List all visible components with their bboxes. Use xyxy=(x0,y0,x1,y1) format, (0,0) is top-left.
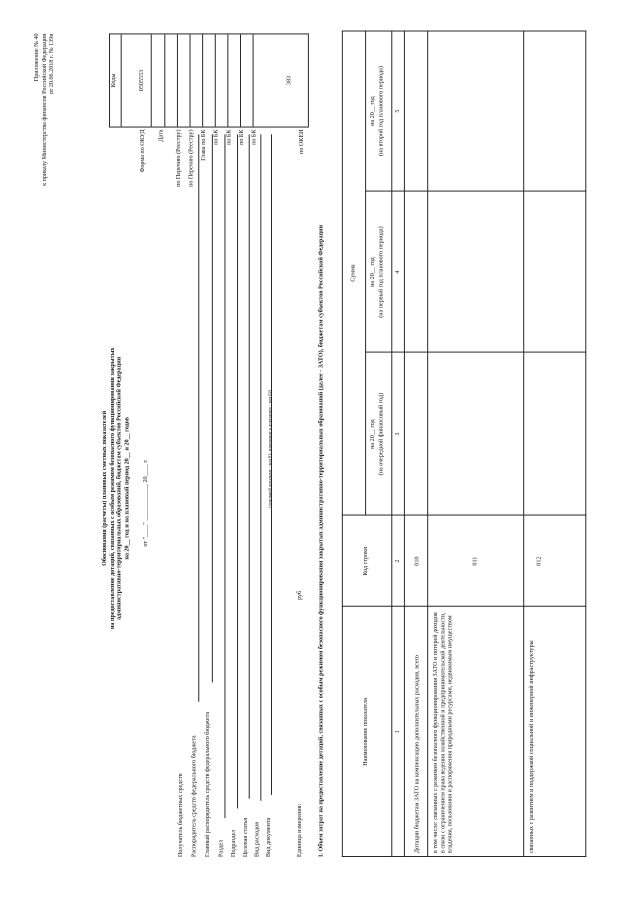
codes-header: Коды xyxy=(110,34,122,126)
document-title xyxy=(101,236,130,740)
col-header-year3: на 20__ год xyxy=(368,96,376,126)
col-header-year3-note: (на второй год планового периода) xyxy=(377,66,385,156)
subsection-label: Подраздел xyxy=(229,829,237,857)
appendix-date: от 20.06.2018 г. № 139н xyxy=(47,33,55,95)
bk-label-2: по БК xyxy=(224,129,232,145)
distributor-label: Распорядитель средств федерального бюджета xyxy=(190,735,197,857)
costs-table xyxy=(341,31,585,857)
section-line[interactable] xyxy=(224,134,225,818)
col-header-year1: на 20__ год xyxy=(368,419,376,449)
col-num-2: 2 xyxy=(393,559,401,563)
col-header-year1-note: (на очередной финансовый год) xyxy=(377,392,385,476)
bk-value-2 xyxy=(214,34,228,126)
expense-type-line[interactable] xyxy=(260,134,261,800)
col-num-3: 3 xyxy=(393,432,401,436)
bk-value-1 xyxy=(202,34,216,126)
target-label: Целевая статья xyxy=(241,817,249,857)
col-num-4: 4 xyxy=(393,270,401,274)
appendix-order: к приказу Министерства финансов Российской Федерации xyxy=(40,33,47,186)
section-title: I. Объем затрат на предоставление дотаций, связанных с особым режимом безопасного функционирования закрытых административно-территориальных образований (далее - ЗАТО), бюджетам субъектов Российской Федерации xyxy=(317,224,324,857)
okei-label: по ОКЕИ xyxy=(297,129,305,154)
codes-column xyxy=(109,33,309,127)
date-label: Дата xyxy=(157,129,164,142)
bk-label-3: по БК xyxy=(237,129,245,145)
document-date: от "____" ____________ 20____ г. xyxy=(141,459,149,547)
row-011-text: в том числе: связанных с режимом безопасного функционирования ЗАТО и потерей доходов в связи с ограничением права ведения хозяйственной и предпринимательской деятельности, владения, пользования и распоряжения природными ресурсами, недвижимым имуществом xyxy=(431,612,453,854)
subsection-line[interactable] xyxy=(237,134,238,808)
row-011-code: 011 xyxy=(471,556,479,566)
appendix-number: Приложение № 40 xyxy=(32,33,40,82)
bk-value-4 xyxy=(239,34,253,126)
registry-value-1 xyxy=(164,34,178,126)
registry-label-2: по Перечню (Реестру) xyxy=(187,129,194,187)
distributor-line[interactable] xyxy=(198,134,199,701)
bk-value-3 xyxy=(227,34,241,126)
col-header-year2: на 20__ год xyxy=(368,257,376,287)
okud-code: 0505553 xyxy=(120,34,151,126)
okud-label: Форма по ОКУД xyxy=(138,129,146,173)
title-line-4: на 20__ год и на плановый период 20__ и 20__ годов xyxy=(122,417,130,560)
doc-type-hint: (основной документ - код 01; изменение к документу - код 02) xyxy=(266,389,272,508)
doc-type-label: Вид документа xyxy=(264,817,272,857)
chief-distributor-label: Главный распорядитель средств федерального бюджета xyxy=(203,711,211,857)
col-num-1: 1 xyxy=(393,730,401,734)
form-sheet xyxy=(29,28,611,877)
col-header-sum: Сумма xyxy=(349,264,356,282)
row-010-text: Дотации бюджетам ЗАТО на компенсацию дополнительных расходов, всего xyxy=(413,655,420,854)
title-line-1: Обоснования (расчеты) плановых сметных показателей xyxy=(100,410,108,566)
chapter-value xyxy=(189,34,203,126)
title-line-3: административно-территориальных образований, бюджетам субъектов Российской Федерации xyxy=(115,356,123,620)
date-value xyxy=(150,34,165,126)
row-012-text: связанных с развитием и поддержкой социальной и инженерной инфраструктуры xyxy=(527,640,535,854)
col-header-code: Код строки xyxy=(361,546,369,576)
recipient-label: Получатель бюджетных средств xyxy=(176,773,184,857)
title-line-2: на предоставление дотаций, связанных с особым режимом безопасного функционирования закрытых xyxy=(108,347,115,630)
row-012-code: 012 xyxy=(535,556,543,566)
col-header-year2-note: (на первый год планового периода) xyxy=(377,226,385,318)
okei-code: 383 xyxy=(285,75,292,86)
unit-label: Единица измерения: xyxy=(295,803,303,857)
col-num-5: 5 xyxy=(393,109,401,113)
registry-value-2 xyxy=(176,34,190,126)
chapter-label: Глава по БК xyxy=(199,129,207,161)
expense-type-label: Вид расходов xyxy=(253,821,260,857)
bk-label-1: по БК xyxy=(212,129,220,145)
unit-value: руб xyxy=(295,590,303,600)
target-line[interactable] xyxy=(248,134,249,798)
row-010-code: 010 xyxy=(413,556,420,566)
chief-distributor-line[interactable] xyxy=(211,134,212,682)
col-header-name: Наименование показателя xyxy=(361,698,369,766)
section-label: Раздел xyxy=(217,839,224,857)
appendix-reference xyxy=(33,33,55,285)
bk-label-4: по БК xyxy=(250,129,257,145)
registry-label-1: по Перечню (Реестру) xyxy=(174,129,182,187)
